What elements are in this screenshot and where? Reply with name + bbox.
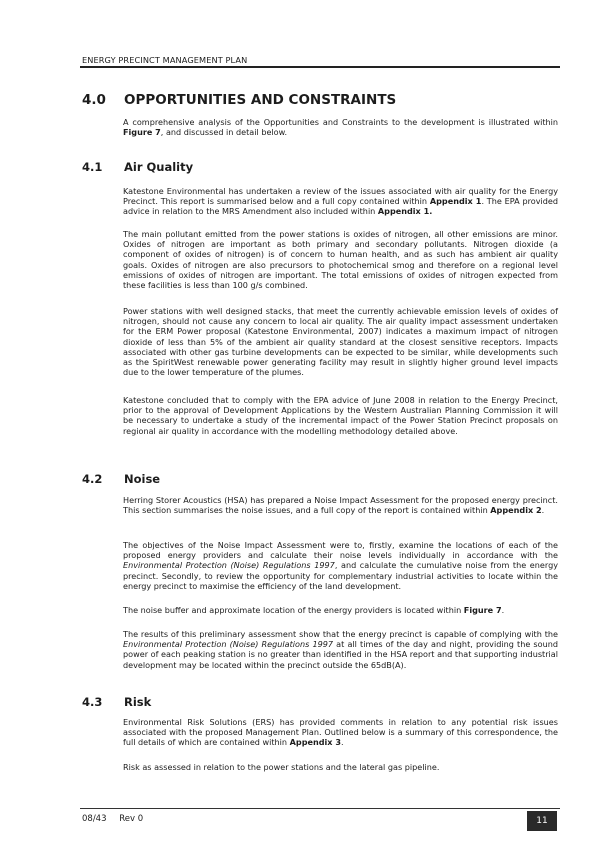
noise-paragraph-2: The objectives of the Noise Impact Assessment were to, firstly, examine the locations of each of the proposed energy providers and calculate their noise levels individually in accordance with the Environmental Protection (Noise) Regulations 1997, and calculate the cumulative noise from the energy precinct. Secondly, to review the opportunity for complementary industrial activities to locate within the energy precinct to maximise the efficiency of the land development. <box>123 540 558 591</box>
footer-rule <box>80 808 560 809</box>
page-number-badge: 11 <box>527 811 557 831</box>
subsection-title: Air Quality <box>124 160 194 174</box>
header-rule <box>80 66 560 68</box>
noise-paragraph-4: The results of this preliminary assessment show that the energy precinct is capable of complying with the Environmental Protection (Noise) Regulations 1997 at all times of the day and night, providing the sound power of each peaking station is no greater than identified in the HSA report and that supporting industrial development may be located within the precinct outside the 65dB(A). <box>123 629 558 670</box>
revision-label: Rev 0 <box>119 814 144 824</box>
subsection-number: 4.2 <box>82 472 103 486</box>
section-title: OPPORTUNITIES AND CONSTRAINTS <box>124 92 397 108</box>
subsection-title: Risk <box>124 695 152 709</box>
subsection-title: Noise <box>124 472 161 486</box>
risk-paragraph-1: Environmental Risk Solutions (ERS) has provided comments in relation to any potential risk issues associated with the proposed Management Plan. Outlined below is a summary of this correspondence, the full details of which are contained within Appendix 3. <box>123 717 558 748</box>
noise-paragraph-3: The noise buffer and approximate location of the energy providers is located within Figure 7. <box>123 605 505 615</box>
section-number: 4.0 <box>82 92 106 108</box>
subsection-number: 4.1 <box>82 160 103 174</box>
air-quality-paragraph-2: The main pollutant emitted from the power stations is oxides of nitrogen, all other emissions are minor. Oxides of nitrogen are important as both primary and secondary pollutants. Nitrogen dioxide (a component of oxides of nitrogen) is of concern to human health, and as such has ambient air quality goals. Oxides of nitrogen are also precursors to photochemical smog and therefore on a regional level emissions of oxides of nitrogen are important. The total emissions of oxides of nitrogen expected from these facilities is less than 100 g/s combined. <box>123 229 558 291</box>
subsection-number: 4.3 <box>82 695 103 709</box>
risk-paragraph-2: Risk as assessed in relation to the power stations and the lateral gas pipeline. <box>123 762 440 772</box>
air-quality-paragraph-4: Katestone concluded that to comply with the EPA advice of June 2008 in relation to the Energy Precinct, prior to the approval of Development Applications by the Western Australian Planning Commission it will be necessary to undertake a study of the incremental impact of the Power Station Precinct proposals on regional air quality in accordance with the modelling methodology detailed above. <box>123 395 558 436</box>
noise-paragraph-1: Herring Storer Acoustics (HSA) has prepared a Noise Impact Assessment for the proposed energy precinct. This section summarises the noise issues, and a full copy of the report is contained within Appendix 2. <box>123 495 558 516</box>
footer-info <box>82 814 153 824</box>
air-quality-paragraph-3: Power stations with well designed stacks, that meet the currently achievable emission levels of oxides of nitrogen, should not cause any concern to local air quality. The air quality impact assessment undertaken for the ERM Power proposal (Katestone Environmental, 2007) indicates a maximum impact of nitrogen dioxide of less than 5% of the ambient air quality standard at the closest sensitive receptors. Impacts associated with other gas turbine developments can be expected to be similar, while developments such as the SpiritWest renewable power generating facility may result in slightly higher ground level impacts due to the lower temperature of the plumes. <box>123 306 558 378</box>
intro-paragraph: A comprehensive analysis of the Opportunities and Constraints to the development is illustrated within Figure 7, and discussed in detail below. <box>123 117 558 138</box>
document-reference: 08/43 <box>82 814 107 824</box>
page-header-title: ENERGY PRECINCT MANAGEMENT PLAN <box>82 55 248 65</box>
air-quality-paragraph-1: Katestone Environmental has undertaken a review of the issues associated with air quality for the Energy Precinct. This report is summarised below and a full copy contained within Appendix 1. The EPA provided advice in relation to the MRS Amendment also included within Appendix 1. <box>123 186 559 217</box>
